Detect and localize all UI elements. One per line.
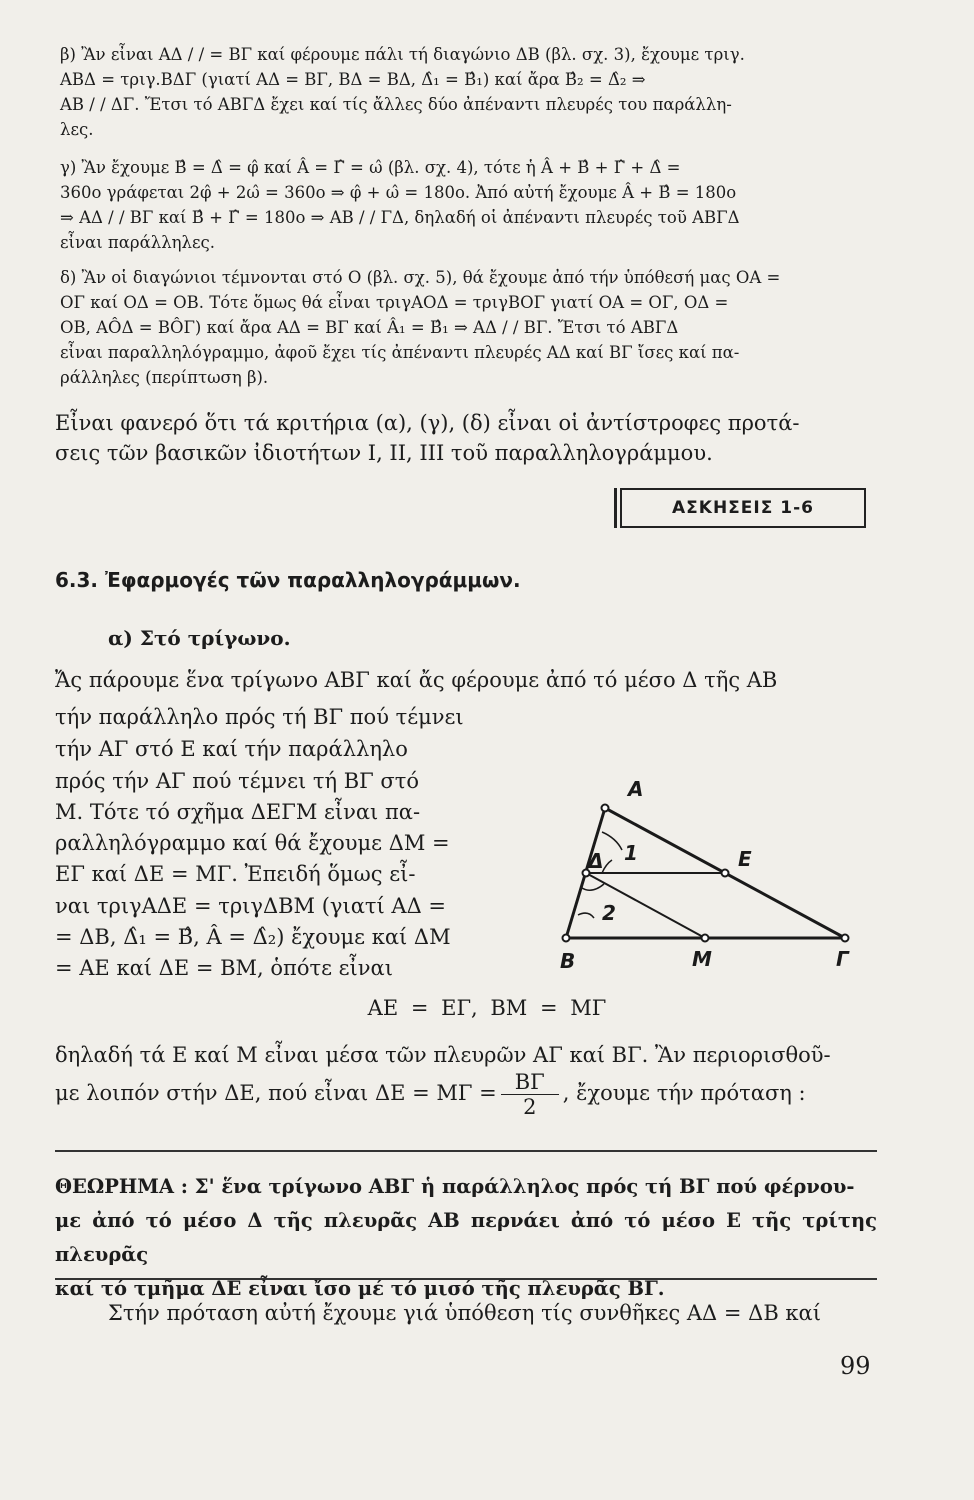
text-line: ΕΓ καί ΔΕ = ΜΓ. Ἐπειδή ὅμως εἶ- [55, 862, 416, 886]
fraction-numerator: ΒΓ [501, 1070, 559, 1095]
label-a: Α [628, 777, 644, 801]
text-line: ΑΒΔ = τριγ.ΒΔΓ (γιατί ΑΔ = ΒΓ, ΒΔ = ΒΔ, Δ̂₁ = Β̂₁) καί ἄρα Β̂₂ = Δ̂₂ ⇒ [60, 70, 646, 89]
subsection-heading: α) Στό τρίγωνο. [108, 626, 291, 650]
fraction [501, 1070, 559, 1119]
text-line: Στήν πρόταση αὐτή ἔχουμε γιά ὑπόθεση τίς συνθῆκες ΑΔ = ΔΒ καί [108, 1301, 821, 1325]
text-line: τήν παράλληλο πρός τή ΒΓ πού τέμνει [55, 705, 464, 729]
theorem-top-rule [55, 1150, 877, 1152]
text-line: λες. [60, 120, 94, 139]
text-line: = ΔΒ, Δ̂₁ = Β̂, Â = Δ̂₂) ἔχουμε καί ΔΜ [55, 925, 451, 949]
angle-arc-b [578, 913, 594, 918]
theorem-line: ΘΕΩΡΗΜΑ : Σ' ἕνα τρίγωνο ΑΒΓ ἡ παράλληλος πρός τή ΒΓ πού φέρνου- [55, 1175, 855, 1198]
text-line: Μ. Τότε τό σχῆμα ΔΕΓΜ εἶναι πα- [55, 800, 421, 824]
theorem-block [55, 1170, 877, 1306]
text-line: σεις τῶν βασικῶν ἰδιοτήτων Ι, ΙΙ, ΙΙΙ τοῦ παραλληλογράμμου. [55, 441, 713, 465]
label-m: Μ [692, 947, 712, 971]
paragraph-gamma [60, 155, 870, 255]
label-angle-2: 2 [602, 901, 616, 925]
page-number: 99 [840, 1352, 871, 1380]
text-segment: , ἔχουμε τήν πρόταση : [562, 1081, 806, 1105]
label-d: Δ [588, 849, 604, 873]
angle-arc-a [602, 832, 622, 850]
midpoint-equation: ΑΕ = ΕΓ, ΒΜ = ΜΓ [367, 996, 607, 1020]
text-line: εἶναι παραλληλόγραμμο, ἀφοῦ ἔχει τίς ἀπέναντι πλευρές ΑΔ καί ΒΓ ἴσες καί πα- [60, 343, 740, 362]
theorem-line: καί τό τμῆμα ΔΕ εἶναι ἴσο μέ τό μισό τῆς πλευρᾶς ΒΓ. [55, 1277, 665, 1300]
angle-arc-1 [602, 860, 612, 873]
paragraph-delta [60, 265, 870, 390]
text-line: 360ο γράφεται 2φ̂ + 2ω̂ = 360ο ⇒ φ̂ + ω̂ = 180ο. Ἀπό αὐτή ἔχουμε Â + Β̂ = 180ο [60, 183, 737, 202]
label-angle-1: 1 [624, 841, 638, 865]
point-m [702, 935, 709, 942]
section-heading: 6.3. Ἐφαρμογές τῶν παραλληλογράμμων. [55, 568, 521, 592]
exercises-box: ΑΣΚΗΣΕΙΣ 1-6 [620, 488, 866, 528]
point-e [722, 870, 729, 877]
label-e: Ε [738, 847, 752, 871]
text-line: εἶναι παράλληλες. [60, 233, 216, 252]
theorem-line: με ἀπό τό μέσο Δ τῆς πλευρᾶς ΑΒ περνάει ἀπό τό μέσο Ε τῆς τρίτης πλευρᾶς [55, 1209, 877, 1266]
point-a [602, 805, 609, 812]
text-line: ράλληλες (περίπτωση β). [60, 368, 269, 387]
point-g [842, 935, 849, 942]
text-line: ραλληλόγραμμο καί θά ἔχουμε ΔΜ = [55, 831, 450, 855]
fraction-denominator: 2 [523, 1095, 537, 1119]
text-line: Ἄς πάρουμε ἕνα τρίγωνο ΑΒΓ καί ἄς φέρουμε ἀπό τό μέσο Δ τῆς ΑΒ [55, 668, 778, 692]
paragraph-beta [60, 42, 870, 142]
text-line: = ΑΕ καί ΔΕ = ΒΜ, ὁπότε εἶναι [55, 956, 393, 980]
text-line: δ) Ἂν οἱ διαγώνιοι τέμνονται στό Ο (βλ. σχ. 5), θά ἔχουμε ἀπό τήν ὑπόθεσή μας ΟΑ = [60, 268, 781, 287]
paragraph-criteria [55, 408, 875, 468]
text-line: ΟΒ, ΑÔΔ = ΒÔΓ) καί ἄρα ΑΔ = ΒΓ καί Â₁ = Β̂₁ ⇒ ΑΔ / / ΒΓ. Ἔτσι τό ΑΒΓΔ [60, 318, 679, 337]
triangle-figure [540, 770, 870, 980]
text-line: πρός τήν ΑΓ πού τέμνει τή ΒΓ στό [55, 769, 420, 793]
angle-arc-2 [582, 884, 604, 890]
text-segment: με λοιπόν στήν ΔΕ, πού εἶναι ΔΕ = ΜΓ = [55, 1081, 497, 1105]
label-g: Γ [836, 947, 849, 971]
fraction-line [55, 1070, 806, 1119]
theorem-bottom-rule [55, 1278, 877, 1280]
text-line: β) Ἂν εἶναι ΑΔ / / = ΒΓ καί φέρουμε πάλι τή διαγώνιο ΔΒ (βλ. σχ. 3), ἔχουμε τριγ. [60, 45, 745, 64]
label-b: Β [560, 949, 576, 973]
text-line: ⇒ ΑΔ / / ΒΓ καί Β̂ + Γ̂ = 180ο ⇒ ΑΒ / / ΓΔ, δηλαδή οἱ ἀπέναντι πλευρές τοῦ ΑΒΓΔ [60, 208, 740, 227]
text-line: Εἶναι φανερό ὅτι τά κριτήρια (α), (γ), (δ) εἶναι οἱ ἀντίστροφες προτά- [55, 411, 800, 435]
text-line: ΟΓ καί ΟΔ = ΟΒ. Τότε ὅμως θά εἶναι τριγΑΟΔ = τριγΒΟΓ γιατί ΟΑ = ΟΓ, ΟΔ = [60, 293, 729, 312]
text-line: γ) Ἂν ἔχουμε Β̂ = Δ̂ = φ̂ καί Â = Γ̂ = ω̂ (βλ. σχ. 4), τότε ἡ Â + Β̂ + Γ̂ + Δ̂ = [60, 158, 681, 177]
text-line: ναι τριγΑΔΕ = τριγΔΒΜ (γιατί ΑΔ = [55, 894, 447, 918]
text-line: δηλαδή τά Ε καί Μ εἶναι μέσα τῶν πλευρῶν ΑΓ καί ΒΓ. Ἂν περιορισθοῦ- [55, 1043, 831, 1067]
text-line: ΑΒ / / ΔΓ. Ἔτσι τό ΑΒΓΔ ἔχει καί τίς ἄλλες δύο ἀπέναντι πλευρές του παράλλη- [60, 95, 732, 114]
point-b [563, 935, 570, 942]
text-line: τήν ΑΓ στό Ε καί τήν παράλληλο [55, 737, 408, 761]
